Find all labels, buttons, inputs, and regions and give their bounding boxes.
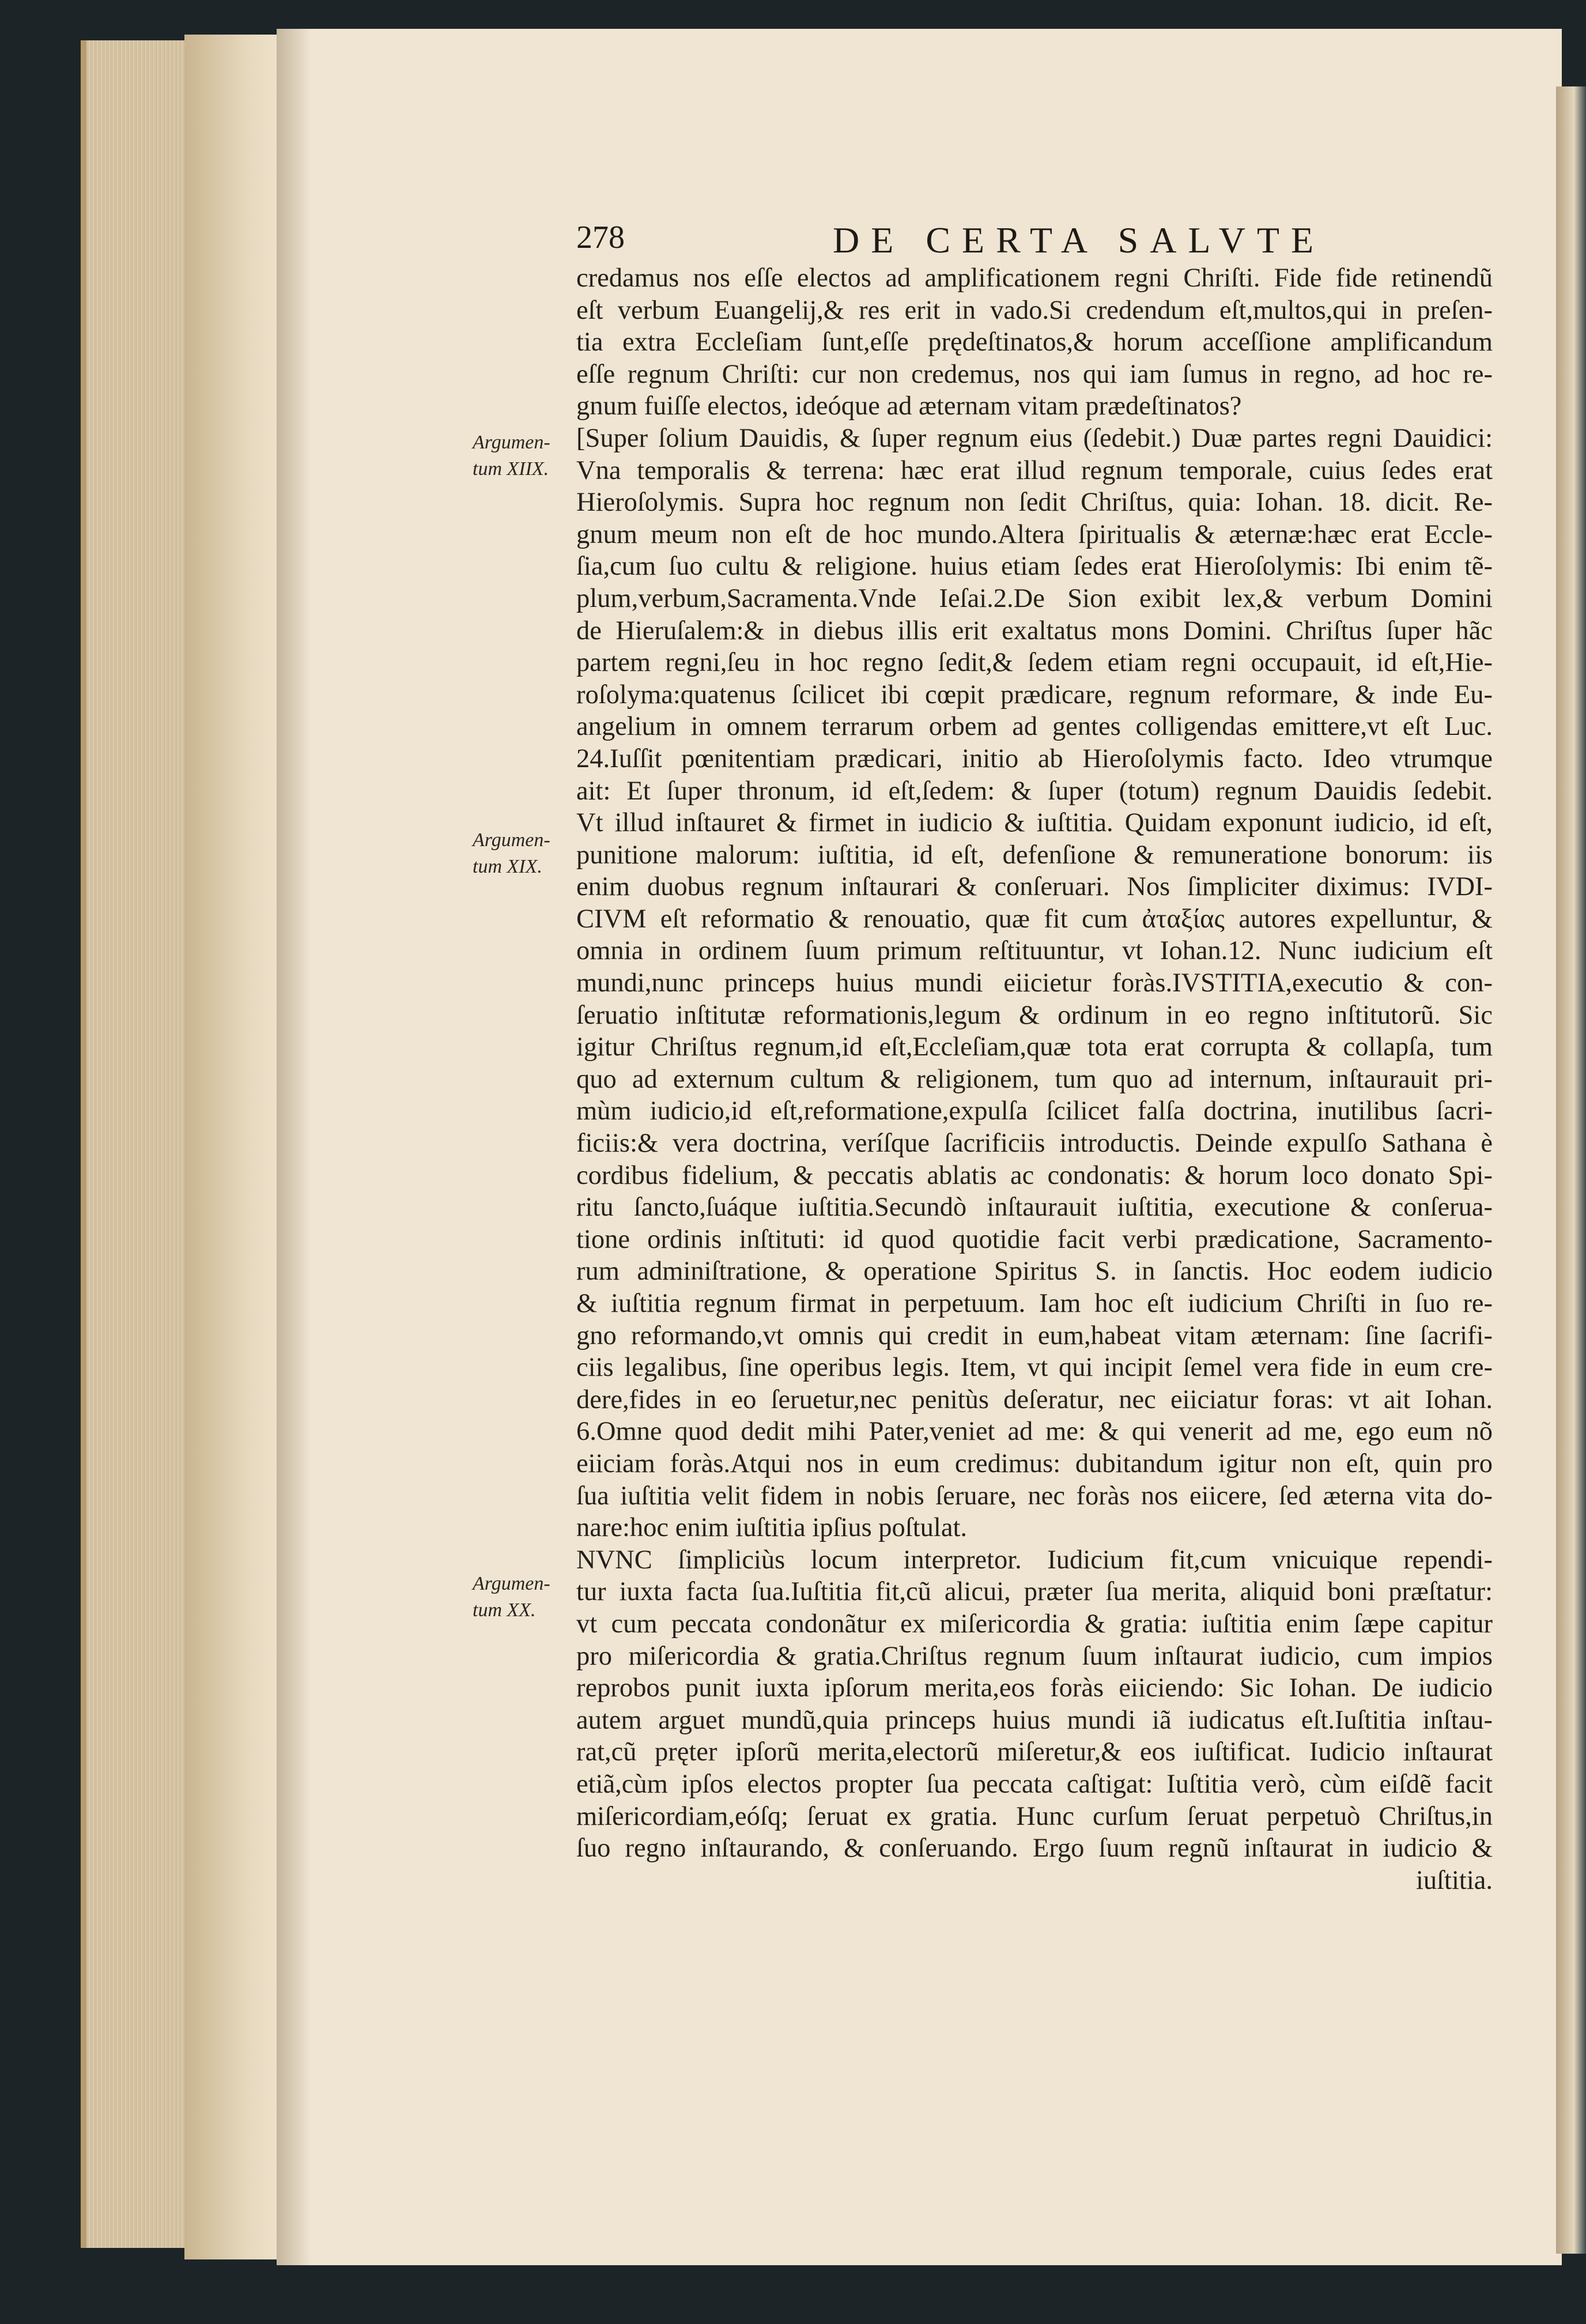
text-line: eiiciam foràs.Atqui nos in eum credimus: dubitandum igitur non eſt, quin pro (576, 1448, 1493, 1478)
text-line: angelium in omnem terrarum orbem ad gentes colligendas emittere,vt eſt Luc. (576, 712, 1493, 742)
text-line: eſſe regnum Chriſti: cur non credemus, nos qui iam ſumus in regno, ad hoc re- (576, 359, 1493, 389)
text-line: autem arguet mundũ,quia princeps huius mundi iã iudicatus eſt.Iuſtitia inſtau- (576, 1705, 1493, 1735)
text-line: enim duobus regnum inſtaurari & conſeruari. Nos ſimpliciter diximus: IVDI- (576, 872, 1493, 902)
text-line: vt cum peccata condonãtur ex miſericordia & gratia: iuſtitia enim ſæpe capitur (576, 1609, 1493, 1639)
text-line: quo ad externum cultum & religionem, tum quo ad internum, inſtaurauit pri- (576, 1064, 1493, 1094)
text-line: omnia in ordinem ſuum primum reſtituuntur, vt Iohan.12. Nunc iudicium eſt (576, 936, 1493, 966)
text-line: 24.Iuſſit pœnitentiam prædicari, initio ab Hieroſolymis facto. Ideo vtrumque (576, 744, 1493, 774)
text-line: ficiis:& vera doctrina, veríſque ſacrificiis introductis. Deinde expulſo Sathana è (576, 1129, 1493, 1159)
text-line: gnum fuiſſe electos, ideóque ad æternam vitam prædeſtinatos? (576, 391, 1242, 421)
text-line: punitione malorum: iuſtitia, id eſt, defenſione & remuneratione bonorum: iis (576, 840, 1493, 870)
text-line: partem regni,ſeu in hoc regno ſedit,& ſedem etiam regni occupauit, id eſt,Hie- (576, 648, 1493, 678)
page-number: 278 (576, 220, 625, 255)
text-line: rat,cũ pręter ipſorũ merita,electorũ miſeretur,& eos iuſtificat. Iudicio inſtaurat (576, 1737, 1493, 1767)
margin-note-line: tum XIIX. (473, 458, 549, 480)
text-line: credamus nos eſſe electos ad amplificationem regni Chriſti. Fide fide retinendũ (576, 263, 1493, 293)
margin-note-line: Argumen- (473, 1573, 550, 1594)
text-line: CIVM eſt reformatio & renouatio, quæ fit cum ἀταξίας autores expelluntur, & (576, 904, 1493, 934)
page-edges-left (81, 40, 190, 2248)
margin-note-line: tum XIX. (473, 856, 542, 877)
text-line: cordibus fidelium, & peccatis ablatis ac condonatis: & horum loco donato Spi- (576, 1160, 1493, 1190)
text-line: Vna temporalis & terrena: hæc erat illud regnum temporale, cuius ſedes erat (576, 455, 1493, 485)
text-line: roſolyma:quatenus ſcilicet ibi cœpit prædicare, regnum reformare, & inde Eu- (576, 680, 1493, 710)
text-line: miſericordiam,eóſq; ſeruat ex gratia. Hunc curſum ſeruat perpetuò Chriſtus,in (576, 1801, 1493, 1831)
page-edges-right (1556, 86, 1586, 2254)
text-line: ſua iuſtitia velit fidem in nobis ſeruare, nec foràs nos eiicere, ſed æterna vita do- (576, 1481, 1493, 1511)
margin-note (473, 429, 571, 482)
text-line: ſuo regno inſtaurando, & conſeruando. Ergo ſuum regnũ inſtaurat in iudicio & (576, 1833, 1493, 1863)
text-line: gno reformando,vt omnis qui credit in eum,habeat vitam æternam: ſine ſacrifi- (576, 1321, 1493, 1350)
text-line: mùm iudicio,id eſt,reformatione,expulſa ſcilicet falſa doctrina, inutilibus ſacri- (576, 1096, 1493, 1126)
margin-note (473, 827, 571, 880)
text-line: & iuſtitia regnum firmat in perpetuum. Iam hoc eſt iudicium Chriſti in ſuo re- (576, 1289, 1493, 1318)
margin-note-line: tum XX. (473, 1599, 536, 1621)
text-line: 6.Omne quod dedit mihi Pater,veniet ad me: & qui venerit ad me, ego eum nõ (576, 1417, 1493, 1447)
spine-shadow (277, 29, 311, 2265)
text-line: gnum meum non eſt de hoc mundo.Altera ſpiritualis & æternæ:hæc erat Eccle- (576, 519, 1493, 549)
text-line: nare:hoc enim iuſtitia ipſius poſtulat. (576, 1513, 967, 1543)
text-line: ritu ſancto,ſuáque iuſtitia.Secundò inſtaurauit iuſtitia, executione & conſerua- (576, 1193, 1493, 1223)
text-line: rum adminiſtratione, & operatione Spiritus S. in ſanctis. Hoc eodem iudicio (576, 1257, 1493, 1286)
margin-note-line: Argumen- (473, 829, 550, 851)
text-line: mundi,nunc princeps huius mundi eiicietur foràs.IVSTITIA,executio & con- (576, 968, 1493, 998)
text-line: de Hieruſalem:& in diebus illis erit exaltatus mons Domini. Chriſtus ſuper hãc (576, 616, 1493, 646)
body-text (576, 262, 1493, 1896)
text-line: tione ordinis inſtituti: id quod quotidie facit verbi prædicatione, Sacramento- (576, 1224, 1493, 1254)
text-line: pro miſericordia & gratia.Chriſtus regnum ſuum inſtaurat iudicio, cum impios (576, 1641, 1493, 1671)
text-line: ſia,cum ſuo cultu & religione. huius etiam ſedes erat Hieroſolymis: Ibi enim tẽ- (576, 552, 1493, 582)
margin-note-line: Argumen- (473, 432, 550, 453)
text-line: ait: Et ſuper thronum, id eſt,ſedem: & ſuper (totum) regnum Dauidis ſedebit. (576, 776, 1493, 806)
text-line: Vt illud inſtauret & firmet in iudicio & iuſtitia. Quidam exponunt iudicio, id eſt, (576, 808, 1493, 838)
running-title: DE CERTA SALVTE (833, 220, 1326, 261)
text-line: Hieroſolymis. Supra hoc regnum non ſedit Chriſtus, quia: Iohan. 18. dicit. Re- (576, 488, 1493, 518)
binding-gutter (184, 35, 288, 2259)
text-line: ciis legalibus, ſine operibus legis. Item, vt qui incipit ſemel vera fide in eum cre- (576, 1353, 1493, 1383)
text-line: reprobos punit iuxta ipſorum merita,eos foràs eiiciendo: Sic Iohan. De iudicio (576, 1673, 1493, 1703)
margin-note (473, 1571, 571, 1624)
text-line: tur iuxta facta ſua.Iuſtitia fit,cũ alicui, præter ſua merita, aliquid boni præſtatur: (576, 1577, 1493, 1607)
text-line: dere,fides in eo ſeruetur,nec penitùs deſeratur, nec eiiciatur foras: vt ait Iohan. (576, 1384, 1493, 1414)
running-head (576, 219, 1326, 259)
text-line: iuſtitia. (1415, 1865, 1493, 1895)
text-line: [Super ſolium Dauidis, & ſuper regnum eius (ſedebit.) Duæ partes regni Dauidici: (576, 423, 1493, 453)
text-line: tia extra Eccleſiam ſunt,eſſe prędeſtinatos,& horum acceſſione amplificandum (576, 327, 1493, 357)
text-line: NVNC ſimpliciùs locum interpretor. Iudicium fit,cum vnicuique rependi- (576, 1545, 1493, 1575)
text-line: igitur Chriſtus regnum,id eſt,Eccleſiam,quæ tota erat corrupta & collapſa, tum (576, 1032, 1493, 1062)
text-line: eſt verbum Euangelij,& res erit in vado.Si credendum eſt,multos,qui in preſen- (576, 295, 1493, 325)
text-line: plum,verbum,Sacramenta.Vnde Ieſai.2.De Sion exibit lex,& verbum Domini (576, 583, 1493, 613)
text-line: etiã,cùm ipſos electos propter ſua peccata caſtigat: Iuſtitia verò, cùm eiſdẽ facit (576, 1769, 1493, 1799)
text-line: ſeruatio inſtitutæ reformationis,legum & ordinum in eo regno inſtitutorũ. Sic (576, 1000, 1493, 1030)
